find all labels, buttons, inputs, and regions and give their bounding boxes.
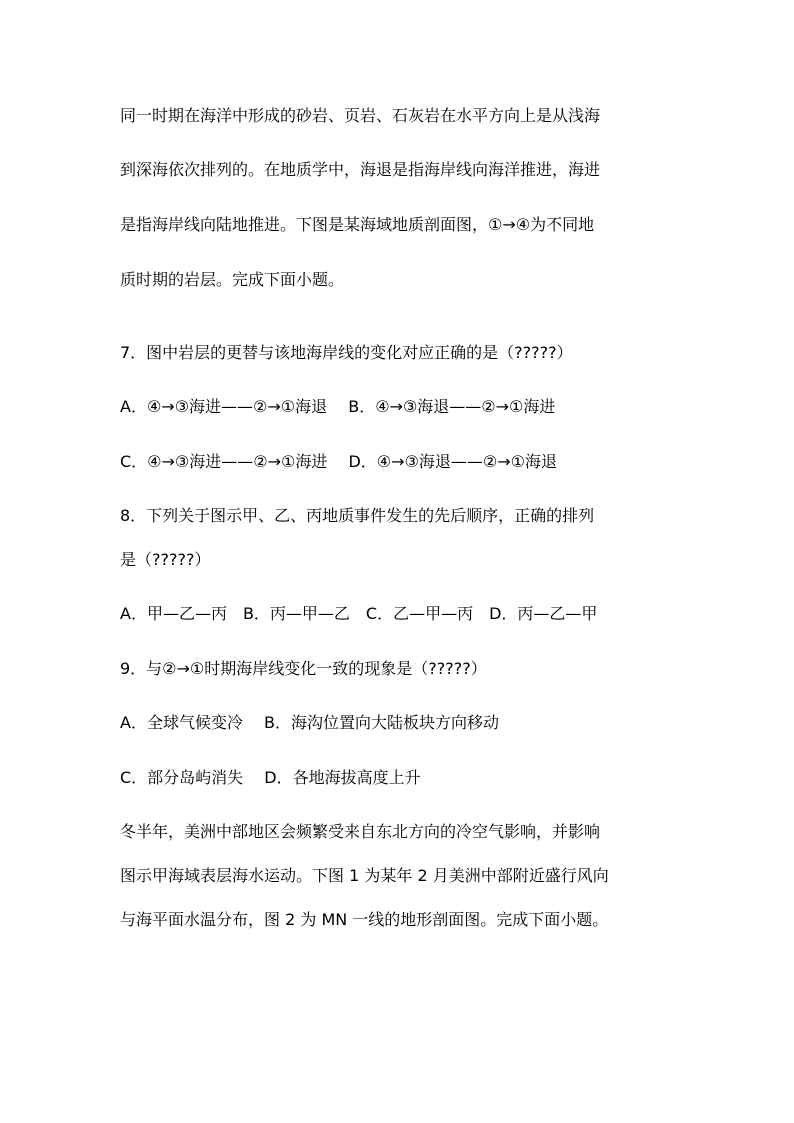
- q7-stem: 7．图中岩层的更替与该地海岸线的变化对应正确的是（?????）: [120, 343, 573, 362]
- q9-options-cd: C．部分岛屿消失 D．各地海拔高度上升: [120, 768, 421, 787]
- q8-stem-line-1: 8．下列关于图示甲、乙、丙地质事件发生的先后顺序，正确的排列: [120, 506, 595, 525]
- intro2-line-1: 冬半年，美洲中部地区会频繁受来自东北方向的冷空气影响，并影响: [120, 822, 601, 841]
- intro2-line-3: 与海平面水温分布，图 2 为 MN 一线的地形剖面图。完成下面小题。: [120, 910, 609, 929]
- q8-stem-line-2: 是（?????）: [120, 550, 211, 569]
- intro1-line-4: 质时期的岩层。完成下面小题。: [120, 270, 345, 289]
- q9-options-ab: A．全球气候变冷 B．海沟位置向大陆板块方向移动: [120, 713, 500, 732]
- q7-options-cd: C．④→③海进——②→①海进 D．④→③海退——②→①海退: [120, 452, 557, 471]
- q9-stem: 9．与②→①时期海岸线变化一致的现象是（?????）: [120, 659, 487, 678]
- intro1-line-1: 同一时期在海洋中形成的砂岩、页岩、石灰岩在水平方向上是从浅海: [120, 106, 601, 125]
- intro1-line-3: 是指海岸线向陆地推进。下图是某海域地质剖面图，①→④为不同地: [120, 215, 595, 234]
- q7-options-ab: A．④→③海进——②→①海退 B．④→③海退——②→①海进: [120, 397, 556, 416]
- intro2-line-2: 图示甲海域表层海水运动。下图 1 为某年 2 月美洲中部附近盛行风向: [120, 866, 609, 885]
- intro1-line-2: 到深海依次排列的。在地质学中，海退是指海岸线向海洋推进，海进: [120, 160, 601, 179]
- q8-options: A．甲—乙—丙 B．丙—甲—乙 C．乙—甲—丙 D．丙—乙—甲: [120, 604, 598, 623]
